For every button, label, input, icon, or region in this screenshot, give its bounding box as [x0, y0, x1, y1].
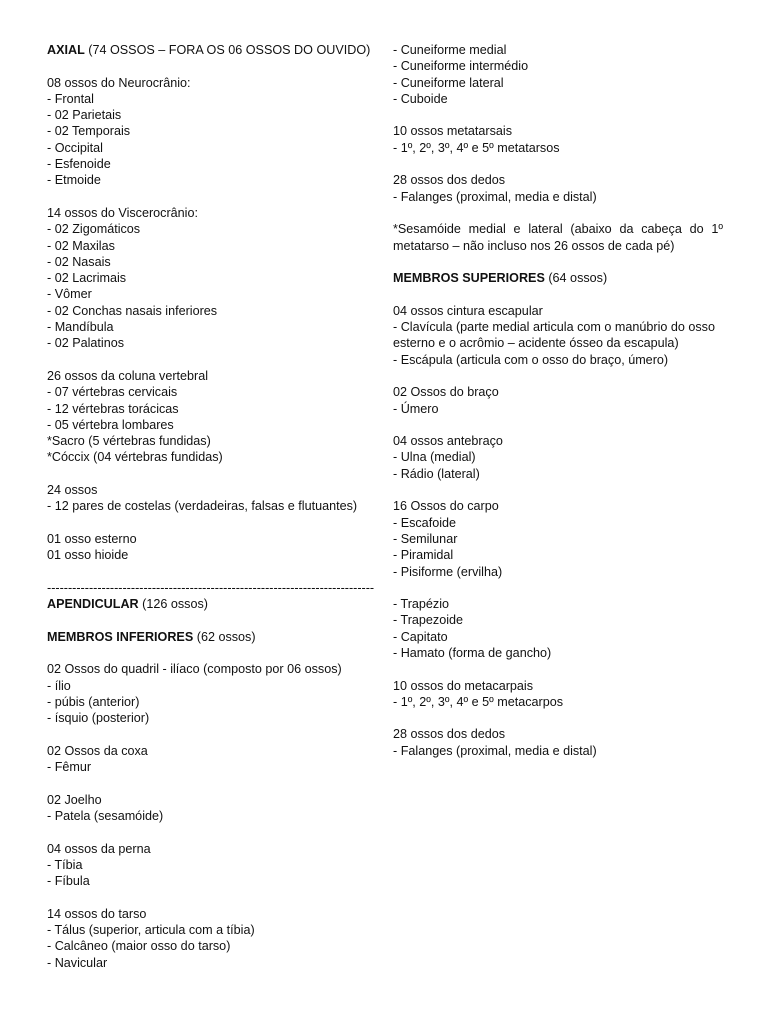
- list-item: - ísquio (posterior): [47, 711, 150, 726]
- list-item: - Piramidal: [393, 548, 454, 563]
- list-item: - 1º, 2º, 3º, 4º e 5º metacarpos: [393, 694, 564, 709]
- list-item: - Semilunar: [393, 531, 458, 546]
- list-item: - Cuneiforme lateral: [393, 75, 504, 90]
- joelho-heading: 02 Joelho: [47, 792, 102, 807]
- membros-superiores-title-line: [393, 270, 723, 286]
- list-item: - Etmoide: [47, 173, 101, 188]
- list-item: - Hamato (forma de gancho): [393, 645, 552, 660]
- list-item: *Cóccix (04 vértebras fundidas): [47, 450, 223, 465]
- esterno-line: 01 osso esterno: [47, 531, 137, 546]
- list-item: - Escápula (articula com o osso do braço, úmero): [393, 352, 669, 367]
- list-item: - Cuneiforme intermédio: [393, 59, 529, 74]
- costelas-heading: 24 ossos: [47, 483, 98, 498]
- list-item: - Frontal: [47, 91, 94, 106]
- apendicular-subtitle: (126 ossos): [138, 597, 208, 612]
- right-column: [393, 42, 723, 759]
- list-item: - 12 vértebras torácicas: [47, 401, 179, 416]
- list-item: - púbis (anterior): [47, 694, 140, 709]
- list-item: - 02 Maxilas: [47, 238, 115, 253]
- list-item: - 02 Conchas nasais inferiores: [47, 303, 218, 318]
- list-item: - Occipital: [47, 140, 103, 155]
- coluna-heading: 26 ossos da coluna vertebral: [47, 368, 209, 383]
- apendicular-section-title: [47, 596, 372, 612]
- membros-superiores-title: MEMBROS SUPERIORES: [393, 271, 545, 286]
- list-item: - ílio: [47, 678, 71, 693]
- membros-inferiores-subtitle: (62 ossos): [193, 629, 256, 644]
- list-item: - Fíbula: [47, 874, 90, 889]
- carpo-heading: 16 Ossos do carpo: [393, 499, 499, 514]
- list-item: - Trapezoide: [393, 613, 464, 628]
- list-item: - Capitato: [393, 629, 448, 644]
- axial-section-title: [47, 42, 372, 58]
- list-item: - 12 pares de costelas (verdadeiras, falsas e flutuantes): [47, 499, 358, 514]
- list-item: - Mandíbula: [47, 320, 114, 335]
- list-item: - Clavícula (parte medial articula com o manúbrio do osso esterno e o acrômio – acidente ósseo da escapula): [393, 320, 715, 351]
- list-item: - 02 Nasais: [47, 254, 111, 269]
- list-item: - Esfenoide: [47, 157, 111, 172]
- list-item: - Navicular: [47, 955, 108, 970]
- metatarsais-heading: 10 ossos metatarsais: [393, 124, 512, 139]
- list-item: - Ulna (medial): [393, 450, 476, 465]
- list-item: - Falanges (proximal, media e distal): [393, 743, 597, 758]
- viscerocranio-heading: 14 ossos do Viscerocrânio:: [47, 205, 198, 220]
- list-item: - 02 Temporais: [47, 124, 131, 139]
- list-item: - Calcâneo (maior osso do tarso): [47, 939, 231, 954]
- list-item: - Rádio (lateral): [393, 466, 480, 481]
- list-item: - 02 Parietais: [47, 108, 122, 123]
- quadril-heading: 02 Ossos do quadril - ilíaco (composto por 06 ossos): [47, 662, 342, 677]
- sesamoide-note: *Sesamóide medial e lateral (abaixo da cabeça do 1º metatarso – não incluso nos 26 ossos de cada pé): [393, 222, 723, 253]
- list-item: - Trapézio: [393, 597, 449, 612]
- list-item: - Cuboide: [393, 91, 448, 106]
- list-item: - Pisiforme (ervilha): [393, 564, 503, 579]
- perna-heading: 04 ossos da perna: [47, 841, 151, 856]
- list-item: - Escafoide: [393, 515, 456, 530]
- membros-superiores-subtitle: (64 ossos): [544, 271, 608, 286]
- list-item: *Sacro (5 vértebras fundidas): [47, 434, 211, 449]
- dedos-mao-heading: 28 ossos dos dedos: [393, 727, 506, 742]
- membros-inferiores-title: MEMBROS INFERIORES: [47, 629, 194, 644]
- list-item: - 07 vértebras cervicais: [47, 385, 178, 400]
- apendicular-title: APENDICULAR: [47, 597, 139, 612]
- list-item: - 02 Lacrimais: [47, 271, 127, 286]
- axial-subtitle: (74 OSSOS – FORA OS 06 OSSOS DO OUVIDO): [84, 43, 371, 57]
- cintura-heading: 04 ossos cintura escapular: [393, 303, 543, 318]
- axial-title: AXIAL: [47, 43, 85, 57]
- list-item: - Fêmur: [47, 760, 92, 775]
- hioide-line: 01 osso hioide: [47, 548, 129, 563]
- list-item: - Úmero: [393, 401, 439, 416]
- coxa-heading: 02 Ossos da coxa: [47, 743, 148, 758]
- list-item: - Falanges (proximal, media e distal): [393, 189, 597, 204]
- tarso-heading: 14 ossos do tarso: [47, 906, 147, 921]
- membros-inferiores-title-line: [47, 629, 372, 645]
- metacarpais-heading: 10 ossos do metacarpais: [393, 678, 534, 693]
- list-item: - 1º, 2º, 3º, 4º e 5º metatarsos: [393, 140, 560, 155]
- list-item: - 05 vértebra lombares: [47, 417, 174, 432]
- list-item: - Tíbia: [47, 857, 83, 872]
- left-column: [47, 42, 375, 971]
- list-item: - Patela (sesamóide): [47, 808, 164, 823]
- list-item: - Cuneiforme medial: [393, 43, 507, 57]
- list-item: - Vômer: [47, 287, 92, 302]
- neurocranio-heading: 08 ossos do Neurocrânio:: [47, 75, 191, 90]
- section-divider: ------------------------------------------------------------------------------: [47, 580, 375, 595]
- list-item: - Tálus (superior, articula com a tíbia): [47, 923, 255, 938]
- list-item: - 02 Palatinos: [47, 336, 125, 351]
- list-item: - 02 Zigomáticos: [47, 222, 141, 237]
- dedos-pe-heading: 28 ossos dos dedos: [393, 173, 506, 188]
- braco-heading: 02 Ossos do braço: [393, 385, 499, 400]
- antebraco-heading: 04 ossos antebraço: [393, 434, 503, 449]
